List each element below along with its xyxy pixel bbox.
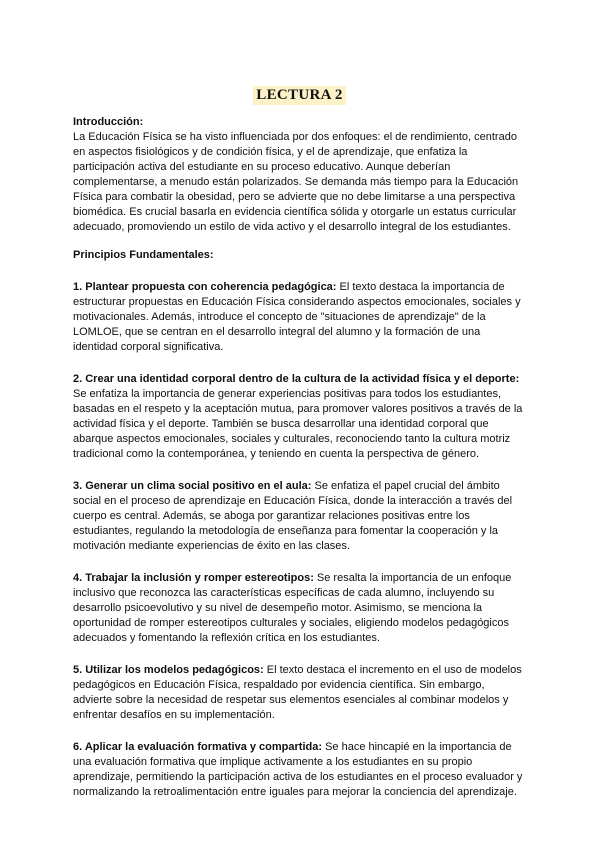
principle-item: [73, 571, 526, 646]
principle-item: [73, 663, 526, 723]
principle-item: [73, 740, 526, 800]
principle-title: 1. Plantear propuesta con coherencia pedagógica:: [73, 281, 337, 293]
principle-text: Se enfatiza la importancia de generar experiencias positivas para todos los estudiantes, basadas en el respeto y la aceptación mutua, para promover valores positivos a través de la actividad física y el deporte. También se busca desarrollar una identidad corporal que abarque aspectos emocionales, sociales y culturales, reconociendo tanto la cultura motriz tradicional como la contemporánea, y teniendo en cuenta la perspectiva de género.: [73, 388, 523, 460]
principle-text: Se hace hincapié en la importancia de una evaluación formativa que implique activamente a los estudiantes en su propio aprendizaje, permitiendo la participación activa de los estudiantes en el proceso evaluador y normalizando la retroalimentación entre iguales para mejorar la conciencia del aprendizaje.: [73, 741, 523, 798]
principle-item: [73, 372, 526, 462]
principle-item: [73, 479, 526, 554]
principle-title: 3. Generar un clima social positivo en el aula:: [73, 480, 312, 492]
principle-title: 6. Aplicar la evaluación formativa y compartida:: [73, 741, 323, 753]
intro-paragraph: La Educación Física se ha visto influenciada por dos enfoques: el de rendimiento, centrado en aspectos fisiológicos y de condición física, y el de aprendizaje, que enfatiza la participación activa del estudiante en su proceso educativo. Aunque deberían complementarse, a menudo están polarizados. Se demanda más tiempo para la Educación Física para combatir la obesidad, pero se advierte que no debe limitarse a una perspectiva biomédica. Es crucial basarla en evidencia científica sólida y otorgarle un estatus curricular adecuado, promoviendo un estilo de vida activo y el desarrollo integral de los estudiantes.: [73, 131, 519, 233]
principle-text: El texto destaca el incremento en el uso de modelos pedagógicos en Educación Física, respaldado por evidencia científica. Sin embargo, advierte sobre la necesidad de respetar sus elementos esenciales al combinar modelos y enfrentar desafíos en su implementación.: [73, 664, 522, 721]
title-wrap: [73, 86, 526, 105]
document-title: LECTURA 2: [253, 86, 345, 105]
intro-heading: Introducción:: [73, 116, 144, 128]
principle-title: 5. Utilizar los modelos pedagógicos:: [73, 664, 264, 676]
principle-text: Se enfatiza el papel crucial del ámbito social en el proceso de aprendizaje en Educación Física, donde la interacción a través del cuerpo es central. Además, se aboga por garantizar relaciones positivas entre los estudiantes, regulando la metodología de enseñanza para fomentar la cooperación y la motivación mediante experiencias de éxito en las clases.: [73, 480, 513, 552]
principle-text: El texto destaca la importancia de estructurar propuestas en Educación Física considerando aspectos emocionales, sociales y motivacionales. Además, introduce el concepto de "situaciones de aprendizaje" de la LOMLOE, que se centran en el desarrollo integral del alumno y la formación de una identidad corporal significativa.: [73, 281, 521, 353]
principles-heading: Principios Fundamentales:: [73, 249, 214, 261]
principle-item: [73, 280, 526, 355]
principle-title: 4. Trabajar la inclusión y romper estereotipos:: [73, 572, 314, 584]
principle-text: Se resalta la importancia de un enfoque inclusivo que reconozca las características específicas de cada alumno, incluyendo su desarrollo psicoevolutivo y su nivel de desempeño motor. Asimismo, se menciona la oportunidad de romper estereotipos culturales y sociales, eligiendo modelos pedagógicos adecuados y fomentando la reflexión crítica en los estudiantes.: [73, 572, 512, 644]
principle-title: 2. Crear una identidad corporal dentro de la cultura de la actividad física y el deporte:: [73, 373, 520, 385]
